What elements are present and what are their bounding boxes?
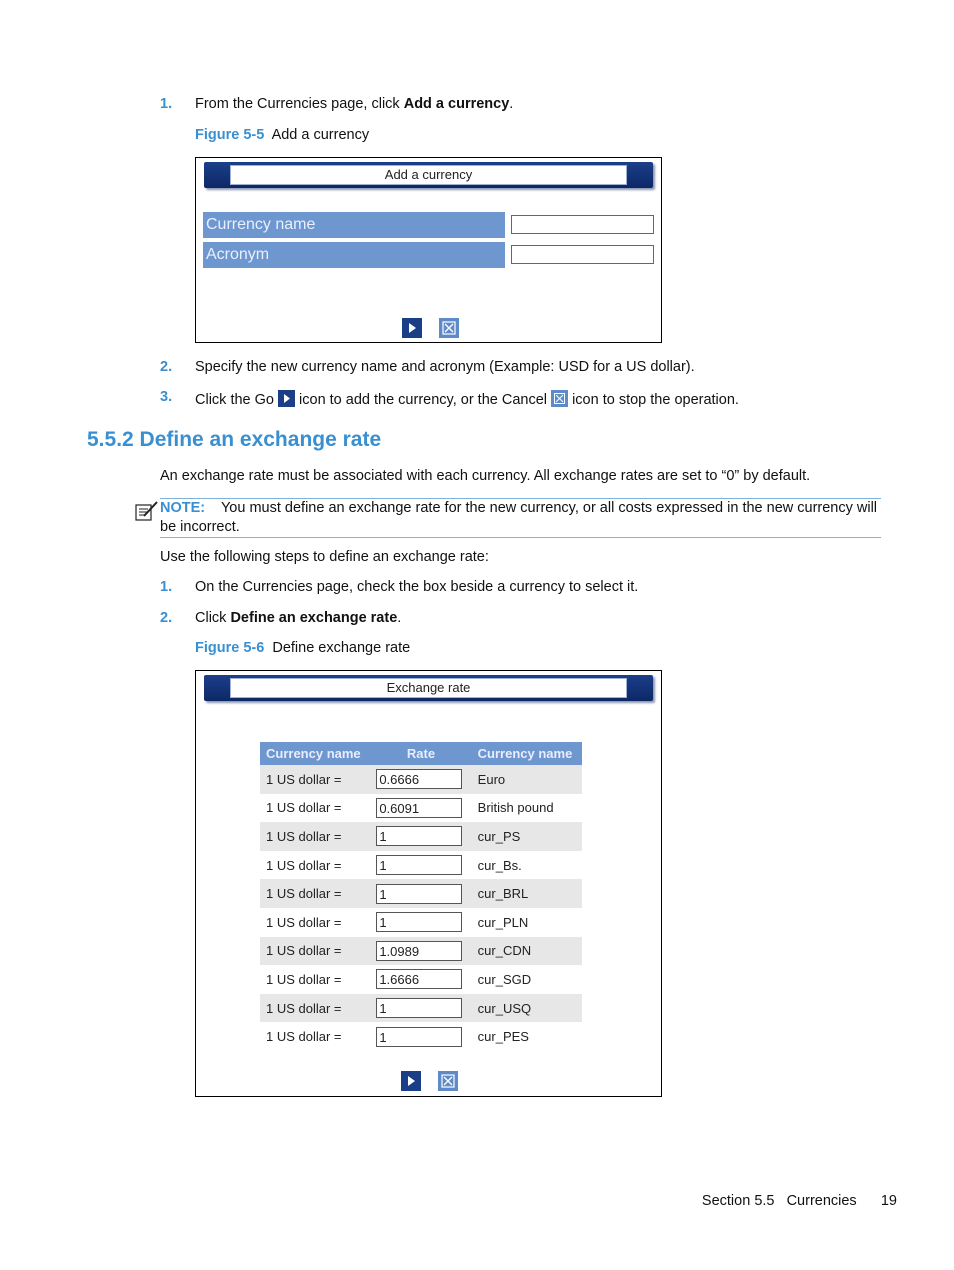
table-row — [260, 765, 582, 794]
currency-name-input[interactable] — [511, 215, 654, 234]
footer-title: Currencies — [786, 1193, 857, 1209]
rate-input[interactable]: 0.6666 — [376, 769, 462, 789]
rate-input[interactable]: 1 — [376, 912, 462, 932]
row-from: 1 US dollar = — [260, 994, 370, 1023]
row-to: cur_PES — [477, 1029, 529, 1045]
row-from: 1 US dollar = — [260, 937, 370, 966]
go-arrow-icon — [401, 1071, 421, 1091]
step-text-post: . — [509, 96, 514, 112]
figure-label: Figure 5-5 — [195, 127, 265, 143]
header-currency-to: Currency name — [472, 742, 582, 765]
row-from: 1 US dollar = — [260, 765, 370, 794]
table-row — [260, 879, 582, 908]
note-text: You must define an exchange rate for the new currency, or all costs expressed in the new currency will be incorrect. — [160, 500, 878, 535]
cancel-x-icon — [551, 390, 568, 407]
rate-input[interactable]: 1 — [376, 826, 462, 846]
table-row — [260, 994, 582, 1023]
acronym-label: Acronym — [203, 242, 505, 268]
step-b2 — [160, 610, 172, 626]
step-text-post: icon to stop the operation. — [568, 392, 739, 408]
row-to: cur_SGD — [477, 971, 532, 987]
table-header-row — [260, 742, 582, 765]
table-row — [260, 822, 582, 851]
page-number: 19 — [880, 1193, 897, 1209]
step-a3-text — [195, 390, 739, 408]
go-button[interactable] — [401, 1071, 421, 1091]
rate-input[interactable]: 1 — [376, 1027, 462, 1047]
window-title: Exchange rate — [230, 678, 627, 698]
step-number: 2. — [160, 359, 173, 375]
table-row — [260, 908, 582, 937]
window-titlebar — [204, 162, 653, 188]
step-text-post: . — [397, 610, 402, 626]
row-from: 1 US dollar = — [260, 879, 370, 908]
cancel-button[interactable] — [438, 1071, 458, 1091]
figure-5-6-caption — [195, 640, 410, 656]
page-footer — [702, 1193, 897, 1209]
section-intro: An exchange rate must be associated with each currency. All exchange rates are set to “0” by default. — [160, 468, 811, 484]
step-b2-text — [195, 610, 401, 626]
row-to: cur_Bs. — [477, 857, 522, 873]
note-bottom-rule — [160, 537, 881, 538]
step-a2-text: Specify the new currency name and acronym (Example: USD for a US dollar). — [195, 359, 695, 375]
table-row — [260, 851, 582, 880]
row-to: cur_CDN — [472, 937, 582, 966]
acronym-input[interactable] — [511, 245, 654, 264]
note-label: NOTE: — [160, 500, 206, 516]
step-text: Click the Go — [195, 392, 278, 408]
row-from: 1 US dollar = — [266, 914, 342, 930]
step-text: Click — [195, 610, 231, 626]
note-box — [160, 499, 881, 537]
step-number: 1. — [160, 579, 173, 595]
go-arrow-icon — [402, 318, 422, 338]
figure-caption: Define exchange rate — [272, 640, 411, 656]
row-to: Euro — [472, 765, 582, 794]
step-bold: Add a currency — [403, 96, 510, 112]
row-from: 1 US dollar = — [266, 800, 342, 816]
row-to: British pound — [477, 800, 554, 816]
step-a2 — [160, 359, 172, 375]
go-arrow-icon — [278, 390, 295, 407]
step-a1-text — [195, 96, 513, 112]
table-row — [260, 937, 582, 966]
rate-input[interactable]: 1.6666 — [376, 969, 462, 989]
figure-exchange-rate — [195, 670, 662, 1097]
steps-intro: Use the following steps to define an exchange rate: — [160, 549, 489, 565]
cancel-x-icon — [439, 318, 459, 338]
row-from: 1 US dollar = — [266, 971, 342, 987]
header-currency-from: Currency name — [260, 742, 370, 765]
row-to: cur_PLN — [477, 914, 529, 930]
currency-name-label: Currency name — [203, 212, 505, 238]
row-to: cur_PS — [472, 822, 582, 851]
row-from: 1 US dollar = — [266, 857, 342, 873]
row-from: 1 US dollar = — [260, 822, 370, 851]
header-rate: Rate — [370, 742, 471, 765]
figure-caption: Add a currency — [271, 127, 370, 143]
table-row — [260, 1022, 582, 1051]
row-from: 1 US dollar = — [266, 1029, 342, 1045]
rate-input[interactable]: 1 — [376, 998, 462, 1018]
figure-label: Figure 5-6 — [195, 640, 265, 656]
exchange-rate-table — [260, 742, 582, 1051]
rate-input[interactable]: 1 — [376, 884, 462, 904]
footer-section: Section 5.5 — [701, 1193, 775, 1209]
step-b1 — [160, 579, 172, 595]
row-to: cur_BRL — [472, 879, 582, 908]
figure-add-currency — [195, 157, 662, 343]
table-row — [260, 794, 582, 823]
step-number: 1. — [160, 96, 173, 112]
cancel-button[interactable] — [439, 318, 459, 338]
row-to: cur_USQ — [472, 994, 582, 1023]
rate-input[interactable]: 0.6091 — [376, 798, 462, 818]
step-a3 — [160, 389, 172, 405]
table-row — [260, 965, 582, 994]
step-text-mid: icon to add the currency, or the Cancel — [295, 392, 552, 408]
figure-5-5-caption — [195, 127, 369, 143]
step-a1 — [160, 96, 172, 112]
go-button[interactable] — [402, 318, 422, 338]
section-heading: 5.5.2 Define an exchange rate — [87, 428, 382, 451]
step-b1-text: On the Currencies page, check the box beside a currency to select it. — [195, 579, 639, 595]
note-pencil-icon — [134, 500, 160, 524]
rate-input[interactable]: 1 — [376, 855, 462, 875]
cancel-x-icon — [438, 1071, 458, 1091]
step-number: 2. — [160, 610, 173, 626]
window-title: Add a currency — [230, 165, 627, 185]
step-number: 3. — [160, 389, 173, 405]
step-text: From the Currencies page, click — [195, 96, 404, 112]
window-titlebar — [204, 675, 653, 701]
rate-input[interactable]: 1.0989 — [376, 941, 462, 961]
step-bold: Define an exchange rate — [230, 610, 398, 626]
